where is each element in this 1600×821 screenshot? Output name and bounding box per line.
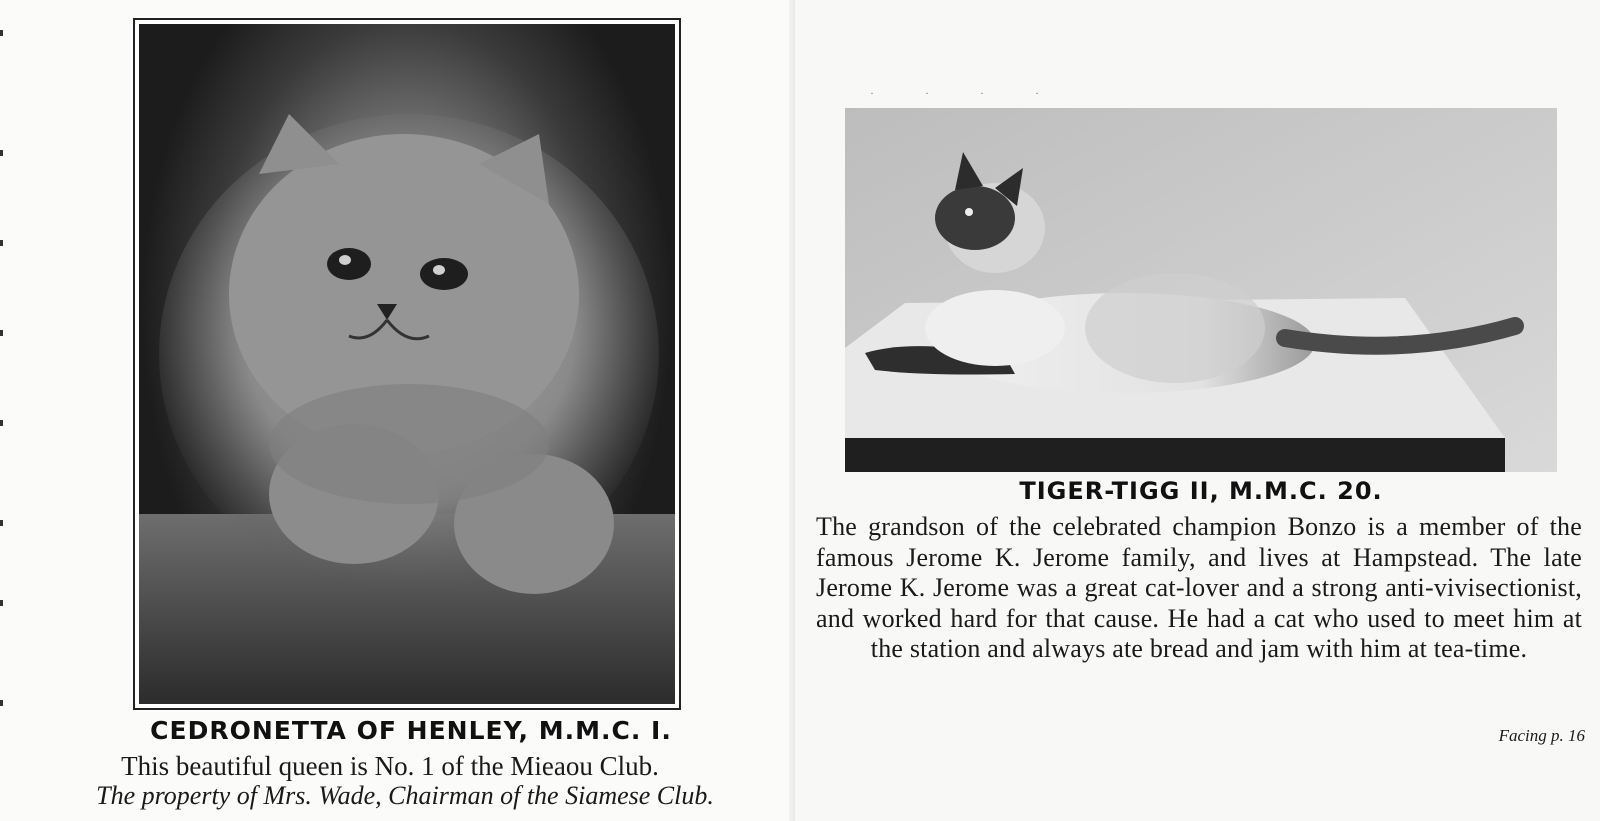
left-caption-description: This beautiful queen is No. 1 of the Mieaou Club. (121, 751, 659, 781)
right-caption-title: TIGER-TIGG II, M.M.C. 20. (1019, 477, 1383, 505)
kitten-illustration (139, 24, 675, 704)
fluffy-kitten-photo (139, 24, 675, 704)
siamese-illustration (845, 108, 1557, 472)
left-caption-title: CEDRONETTA OF HENLEY, M.M.C. I. (150, 716, 672, 745)
print-specks: · · · · (870, 86, 1063, 100)
left-page (0, 0, 795, 821)
kitten-photo-frame (133, 18, 681, 710)
siamese-cat-photo (845, 108, 1557, 472)
facing-page-note: Facing p. 16 (1498, 726, 1585, 745)
right-caption-body: The grandson of the celebrated champion Bonzo is a member of the famous Jerome K. Jerome family, and lives at Hampstead. The late Jerome K. Jerome was a great cat-lover and a strong anti-vivisectionist, and worked hard for that cause. He had a cat who used to meet him at the station and always ate bread and jam with him at tea-time. (816, 512, 1582, 663)
left-caption-owner: The property of Mrs. Wade, Chairman of the Siamese Club. (96, 781, 714, 810)
page-edge-marks (0, 0, 4, 821)
